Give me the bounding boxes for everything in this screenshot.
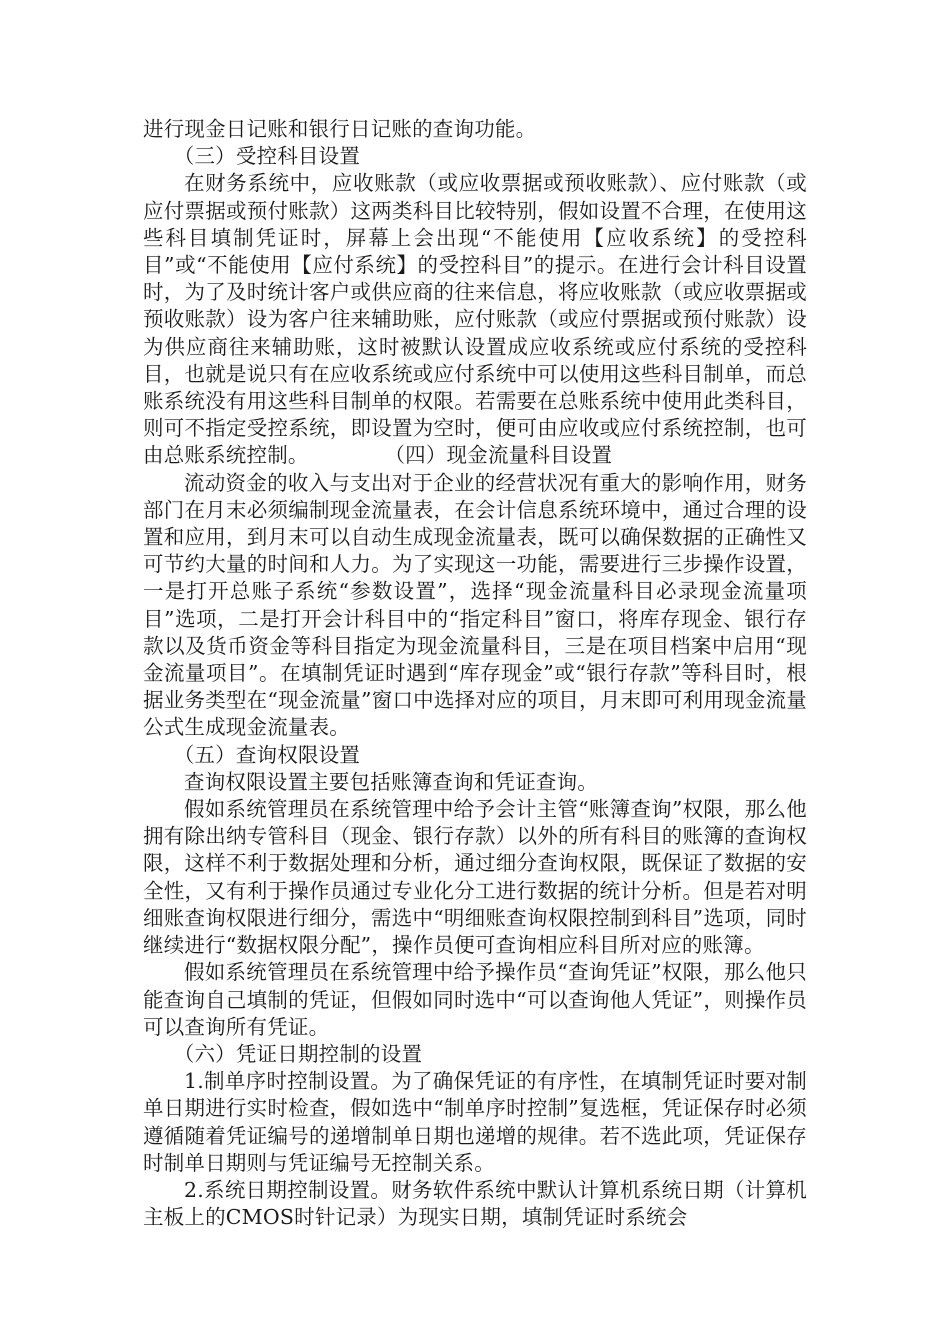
heading-voucher-date-control: （六）凭证日期控制的设置 — [173, 1041, 423, 1066]
paragraph-cash-flow: 流动资金的收入与支出对于企业的经营状况有重大的影响作用，财务部门在月末必须编制现金流量表，在会计信息系统环境中，通过合理的设置和应用，到月末可以自动生成现金流量表，既可以确保数据的正确性又可节约大量的时间和人力。为了实现这一功能，需要进行三步操作设置，一是打开总账子系统“参数设置”，选择“现金流量科目必录现金流量项目”选项，二是打开会计科目中的“指定科目”窗口，将库存现金、银行存款以及货币资金等科目指定为现金流量科目，三是在项目档案中启用“现金流量项目”。在填制凭证时遇到“库存现金”或“银行存款”等科目时，根据业务类型在“现金流量”窗口中选择对应的项目，月末即可利用现金流量公式生成现金流量表。 — [143, 470, 807, 740]
paragraph-voucher-query: 假如系统管理员在系统管理中给予操作员“查询凭证”权限，那么他只能查询自己填制的凭证，但假如同时选中“可以查询他人凭证”，则操作员可以查询所有凭证。 — [143, 960, 807, 1039]
paragraph-sequential-control: 1.制单序时控制设置。为了确保凭证的有序性，在填制凭证时要对制单日期进行实时检查，假如选中“制单序时控制”复选框，凭证保存时必须遵循随着凭证编号的递增制单日期也递增的规律。若不选此项，凭证保存时制单日期则与凭证编号无控制关系。 — [143, 1069, 807, 1175]
heading-cash-flow-accounts: （四）现金流量科目设置 — [394, 443, 613, 468]
paragraph-system-date-control: 2.系统日期控制设置。财务软件系统中默认计算机系统日期（计算机主板上的CMOS时针记录）为现实日期，填制凭证时系统会 — [143, 1177, 807, 1230]
paragraph-ledger-query: 假如系统管理员在系统管理中给予会计主管“账簿查询”权限，那么他拥有除出纳专管科目（现金、银行存款）以外的所有科目的账簿的查询权限，这样不利于数据处理和分析，通过细分查询权限，既保证了数据的安全性，又有利于操作员通过专业化分工进行数据的统计分析。但是若对明细账查询权限进行细分，需选中“明细账查询权限控制到科目”选项，同时继续进行“数据权限分配”，操作员便可查询相应科目所对应的账簿。 — [143, 797, 807, 958]
paragraph-controlled-accounts — [143, 170, 807, 469]
paragraph-controlled-accounts-text: 在财务系统中，应收账款（或应收票据或预收账款）、应付账款（或应付票据或预付账款）这两类科目比较特别，假如设置不合理，在使用这些科目填制凭证时，屏幕上会出现“不能使用【应收系统】的受控科目”或“不能使用【应付系统】的受控科目”的提示。在进行会计科目设置时，为了及时统计客户或供应商的往来信息，将应收账款（或应收票据或预收账款）设为客户往来辅助账，应付账款（或应付票据或预付账款）设为供应商往来辅助账，这时被默认设置成应收系统或应付系统的受控科目，也就是说只有在应收系统或应付系统中可以使用这些科目制单，而总账系统没有用这些科目制单的权限。若需要在总账系统中使用此类科目，则可不指定受控系统，即设置为空时，便可由应收或应付系统控制，也可由总账系统控制。 — [143, 171, 807, 468]
heading-controlled-accounts: （三）受控科目设置 — [173, 144, 361, 169]
paragraph-query-function: 进行现金日记账和银行日记账的查询功能。 — [143, 117, 537, 141]
heading-query-permissions: （五）查询权限设置 — [173, 742, 361, 767]
document-body — [143, 116, 807, 1231]
paragraph-query-permissions-intro: 查询权限设置主要包括账簿查询和凭证查询。 — [184, 769, 598, 794]
